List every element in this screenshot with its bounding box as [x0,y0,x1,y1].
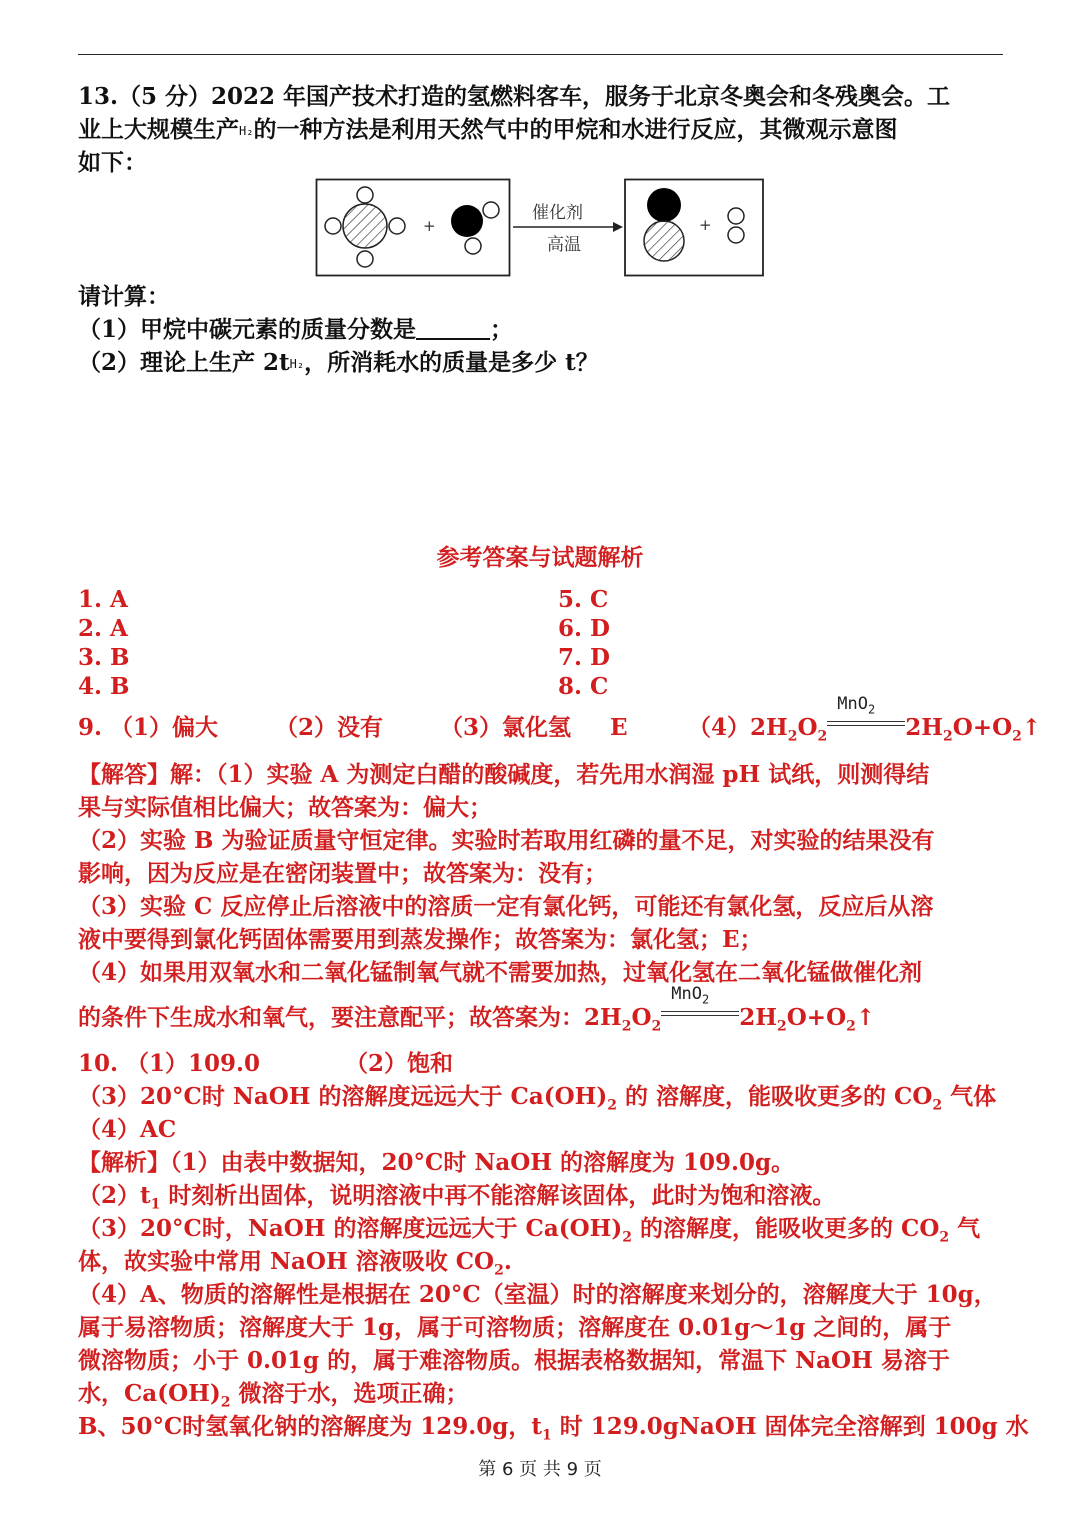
q9-ex1: 【解答】解：（1）实验 A 为测定白醋的酸碱度，若先用水润湿 pH 试纸，则测得结 [78,761,930,788]
compute-prompt: 请计算： [78,283,170,310]
answer-1: 1. A [78,586,128,613]
q10-a3: （3）20°C时 NaOH 的溶解度远远大于 $Ca(OH)_2$ 的 溶解度，能吸收更多的 $CO_2$ 气体 [78,1083,997,1114]
q10-a1: 10. （1）109.0 [78,1050,261,1077]
q10-ex2: $(2)t_1$ 时刻析出固体，说明溶液中再不能溶解该固体，此时为饱和溶液。 [78,1182,836,1213]
q10-ex6: 属于易溶物质；溶解度大于 1g，属于可溶物质；溶解度在 0.01g～1g 之间的，属于 [78,1314,952,1341]
q10-ex1: 【解析】（1）由表中数据知，20°C时 NaOH 的溶解度为 109.0g。 [78,1149,795,1176]
q9-ex3: （2）实验 B 为验证质量守恒定律。实验时若取用红磷的量不足，对实验的结果没有 [78,827,935,854]
q13-part2: （2）理论上生产 2tH₂，所消耗水的质量是多少 t？ [78,349,599,376]
q13-line2: 业上大规模生产H₂的一种方法是利用天然气中的甲烷和水进行反应，其微观示意图 [78,116,898,143]
answer-5: 5. C [558,586,609,613]
q10-a4: （4）AC [78,1116,177,1143]
reaction-arrow [513,222,623,232]
plus-sign-2: + [699,216,712,234]
q13-line1: 13.（5 分）2022 年国产技术打造的氢燃料客车，服务于北京冬奥会和冬残奥会。工 [78,83,951,110]
answer-2: 2. A [78,615,128,642]
q9-ex2: 果与实际值相比偏大；故答案为：偏大； [78,794,492,821]
q9-ex5: （3）实验 C 反应停止后溶液中的溶质一定有氯化钙，可能还有氯化氢，反应后从溶 [78,893,934,920]
q9-a2: （2）没有 [275,714,384,741]
answer-3: 3. B [78,644,130,671]
q10-a2: （2）饱和 [345,1050,454,1077]
q9-ex4: 影响，因为反应是在密闭装置中；故答案为：没有； [78,860,607,887]
q10-ex8: 水，$Ca(OH)_2$ 微溶于水，选项正确； [78,1380,469,1411]
q9-a4-equation: $(4)2H_2O_2$ MnO$_2$ $2H_2O+O_2↑$ [688,694,1042,745]
q10-ex3: （3）20°C时，NaOH 的溶解度远远大于 $Ca(OH)_2$ 的溶解度，能吸收更多的 $CO_2$ 气 [78,1215,981,1246]
q9-ex8: 的条件下生成水和氧气，要注意配平；故答案为：$2H_2O_2$ MnO$_2$ $2H_2O+O_2↑$ [78,984,876,1035]
q13-line3: 如下： [78,149,147,176]
mno2-condition: MnO$_2$ [827,715,905,737]
q9-ex7: （4）如果用双氧水和二氧化锰制氧气就不需要加热，过氧化氢在二氧化锰做催化剂 [78,959,923,986]
q9-a3: （3）氯化氢 [440,714,572,741]
co-molecule [644,188,684,261]
header-rule [78,54,1003,55]
q10-ex5: （4）A、物质的溶解性是根据在 20°C（室温）时的溶解度来划分的，溶解度大于 10g， [78,1281,997,1308]
answer-4: 4. B [78,673,130,700]
answer-6: 6. D [558,615,610,642]
water-molecule [451,202,499,254]
q9-ex6: 液中要得到氯化钙固体需要用到蒸发操作；故答案为：氯化氢；E； [78,926,763,953]
q10-ex7: 微溶物质；小于 0.01g 的，属于难溶物质。根据表格数据知，常温下 NaOH 易溶于 [78,1347,950,1374]
answers-title: 参考答案与试题解析 [436,544,644,571]
answer-blank [416,316,490,340]
answer-7: 7. D [558,644,610,671]
hydrogen-molecule [728,208,744,243]
answer-8: 8. C [558,673,609,700]
methane-molecule [325,187,405,267]
catalyst-label: 催化剂 [532,203,583,223]
q9-a1: 9. （1）偏大 [78,714,219,741]
products-box [625,180,763,276]
page-footer: 第 6 页 共 9 页 [478,1459,602,1480]
q10-ex4: 体，故实验中常用 NaOH 溶液吸收 $CO_2$. [78,1248,512,1279]
mno2-condition-2: MnO$_2$ [661,1005,739,1027]
q10-ex9: B、50°C时氢氧化钠的溶解度为 129.0g，$t_1$ 时 129.0gNaOH 固体完全溶解到 100g 水 [78,1413,1029,1444]
q9-a3e: E [610,714,628,741]
high-temp-label: 高温 [547,235,581,255]
reaction-diagram [315,178,767,278]
plus-sign-1: + [423,217,436,235]
q13-part1: （1）甲烷中碳元素的质量分数是 ； [78,316,514,343]
